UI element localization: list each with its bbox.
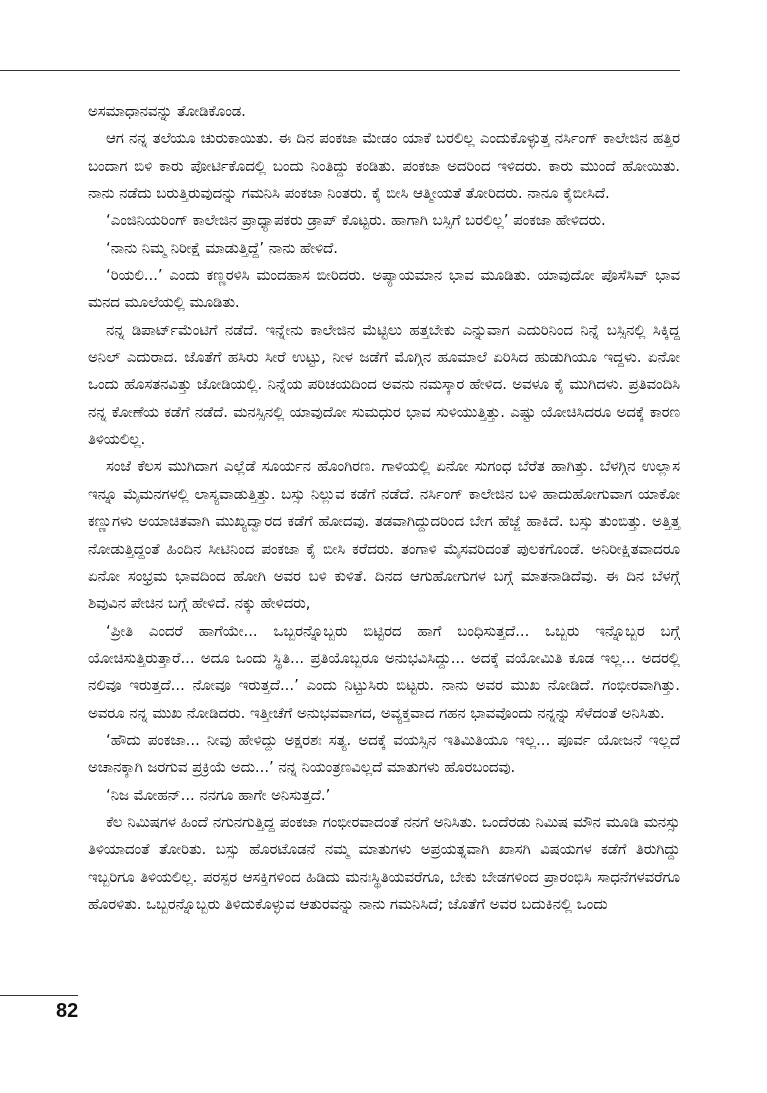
page-body [88, 98, 680, 918]
paragraph-2: ಆಗ ನನ್ನ ತಲೆಯೂ ಚುರುಕಾಯಿತು. ಈ ದಿನ ಪಂಕಜಾ ಮೇಡಂ ಯಾಕೆ ಬರಲಿಲ್ಲ ಎಂದುಕೊಳ್ಳುತ್ತ ನರ್ಸಿಂಗ್ ಕಾಲೇಜಿನ ಹತ್ತಿರ ಬಂದಾಗ ಬಿಳಿ ಕಾರು ಪೋರ್ಟಿಕೊದಲ್ಲಿ ಬಂದು ನಿಂತಿದ್ದು ಕಂಡಿತು. ಪಂಕಜಾ ಅದರಿಂದ ಇಳಿದರು. ಕಾರು ಮುಂದೆ ಹೋಯಿತು. ನಾನು ನಡೆದು ಬರುತ್ತಿರುವುದನ್ನು ಗಮನಿಸಿ ಪಂಕಜಾ ನಿಂತರು. ಕೈ ಬೀಸಿ ಆತ್ಮೀಯತೆ ತೋರಿದರು. ನಾನೂ ಕೈಬೀಸಿದೆ. [88, 130, 680, 203]
paragraph-1: ಅಸಮಾಧಾನವನ್ನು ತೋಡಿಕೊಂಡ. [88, 103, 246, 120]
paragraph-9: ‘ಹೌದು ಪಂಕಜಾ... ನೀವು ಹೇಳಿದ್ದು ಅಕ್ಷರಶಃ ಸತ್ಯ. ಅದಕ್ಕೆ ವಯಸ್ಸಿನ ಇತಿಮಿತಿಯೂ ಇಲ್ಲ... ಪೂರ್ವ ಯೋಜನೆ ಇಲ್ಲದೆ ಅಚಾನಕ್ಕಾಗಿ ಜರಗುವ ಪ್ರಕ್ರಿಯೆ ಅದು...’ ನನ್ನ ನಿಯಂತ್ರಣವಿಲ್ಲದೆ ಮಾತುಗಳು ಹೊರಬಂದವು. [88, 731, 680, 777]
paragraph-6: ನನ್ನ ಡಿಪಾರ್ಟ್‌ಮೆಂಟಿಗೆ ನಡೆದೆ. ಇನ್ನೇನು ಕಾಲೇಜಿನ ಮೆಟ್ಟಿಲು ಹತ್ತಬೇಕು ಎನ್ನುವಾಗ ಎದುರಿನಿಂದ ನಿನ್ನೆ ಬಸ್ಸಿನಲ್ಲಿ ಸಿಕ್ಕಿದ್ದ ಅನಿಲ್ ಎದುರಾದ. ಜೊತೆಗೆ ಹಸಿರು ಸೀರೆ ಉಟ್ಟು, ನೀಳ ಜಡೆಗೆ ಮೊಗ್ಗಿನ ಹೂಮಾಲೆ ಏರಿಸಿದ ಹುಡುಗಿಯೂ ಇದ್ದಳು. ಏನೋ ಒಂದು ಹೊಸತನವಿತ್ತು ಜೋಡಿಯಲ್ಲಿ. ನಿನ್ನೆಯ ಪರಿಚಯದಿಂದ ಅವನು ನಮಸ್ಕಾರ ಹೇಳಿದ. ಅವಳೂ ಕೈ ಮುಗಿದಳು. ಪ್ರತಿವಂದಿಸಿ ನನ್ನ ಕೋಣೆಯ ಕಡೆಗೆ ನಡೆದೆ. ಮನಸ್ಸಿನಲ್ಲಿ ಯಾವುದೋ ಸುಮಧುರ ಭಾವ ಸುಳಿಯುತ್ತಿತ್ತು. ಎಷ್ಟು ಯೋಚಿಸಿದರೂ ಅದಕ್ಕೆ ಕಾರಣ ತಿಳಿಯಲಿಲ್ಲ. [88, 321, 680, 449]
paragraph-8: ‘ಪ್ರೀತಿ ಎಂದರೆ ಹಾಗೆಯೇ... ಒಬ್ಬರನ್ನೊಬ್ಬರು ಬಿಟ್ಟಿರದ ಹಾಗೆ ಬಂಧಿಸುತ್ತದೆ... ಒಬ್ಬರು ಇನ್ನೊಬ್ಬರ ಬಗ್ಗೆ ಯೋಚಿಸುತ್ತಿರುತ್ತಾರೆ... ಅದೂ ಒಂದು ಸ್ಥಿತಿ... ಪ್ರತಿಯೊಬ್ಬರೂ ಅನುಭವಿಸಿದ್ದು... ಅದಕ್ಕೆ ವಯೋಮಿತಿ ಕೂಡ ಇಲ್ಲ... ಅದರಲ್ಲಿ ನಲಿವೂ ಇರುತ್ತದೆ... ನೋವೂ ಇರುತ್ತದೆ...’ ಎಂದು ನಿಟ್ಟುಸಿರು ಬಿಟ್ಟರು. ನಾನು ಅವರ ಮುಖ ನೋಡಿದೆ. ಗಂಭೀರವಾಗಿತ್ತು. ಅವರೂ ನನ್ನ ಮುಖ ನೋಡಿದರು. ಇತ್ತೀಚೆಗೆ ಅನುಭವವಾಗದ, ಅವ್ಯಕ್ತವಾದ ಗಹನ ಭಾವವೊಂದು ನನ್ನನ್ನು ಸೆಳೆದಂತೆ ಅನಿಸಿತು. [88, 622, 680, 722]
footer-rule [0, 995, 78, 996]
paragraph-5: ‘ರಿಯಲಿ...’ ಎಂದು ಕಣ್ಣರಳಿಸಿ ಮಂದಹಾಸ ಬೀರಿದರು. ಅಪ್ಯಾಯಮಾನ ಭಾವ ಮೂಡಿತು. ಯಾವುದೋ ಪೊಸೆಸಿವ್ ಭಾವ ಮನದ ಮೂಲೆಯಲ್ಲಿ ಮೂಡಿತು. [88, 267, 680, 312]
header-rule [0, 70, 680, 71]
page-number: 82 [56, 1000, 79, 1022]
paragraph-7: ಸಂಜೆ ಕೆಲಸ ಮುಗಿದಾಗ ಎಲ್ಲೆಡೆ ಸೂರ್ಯನ ಹೊಂಗಿರಣ. ಗಾಳಿಯಲ್ಲಿ ಏನೋ ಸುಗಂಧ ಬೆರೆತ ಹಾಗಿತ್ತು. ಬೆಳಗ್ಗಿನ ಉಲ್ಲಾಸ ಇನ್ನೂ ಮೈಮನಗಳಲ್ಲಿ ಲಾಸ್ಯವಾಡುತ್ತಿತ್ತು. ಬಸ್ಸು ನಿಲ್ಲುವ ಕಡೆಗೆ ನಡೆದೆ. ನರ್ಸಿಂಗ್ ಕಾಲೇಜಿನ ಬಳಿ ಹಾದುಹೋಗುವಾಗ ಯಾಕೋ ಕಣ್ಣುಗಳು ಅಯಾಚಿತವಾಗಿ ಮುಖ್ಯದ್ವಾರದ ಕಡೆಗೆ ಹೋದವು. ತಡವಾಗಿದ್ದುದರಿಂದ ಬೇಗ ಹೆಜ್ಜೆ ಹಾಕಿದೆ. ಬಸ್ಸು ತುಂಬಿತ್ತು. ಅತ್ತಿತ್ತ ನೋಡುತ್ತಿದ್ದಂತೆ ಹಿಂದಿನ ಸೀಟಿನಿಂದ ಪಂಕಜಾ ಕೈ ಬೀಸಿ ಕರೆದರು. ತಂಗಾಳಿ ಮೈಸವರಿದಂತೆ ಪುಲಕಗೊಂಡೆ. ಅನಿರೀಕ್ಷಿತವಾದರೂ ಏನೋ ಸಂಭ್ರಮ ಭಾವದಿಂದ ಹೋಗಿ ಅವರ ಬಳಿ ಕುಳಿತೆ. ದಿನದ ಆಗುಹೋಗುಗಳ ಬಗ್ಗೆ ಮಾತನಾಡಿದೆವು. ಈ ದಿನ ಬೆಳಗ್ಗೆ ಶಿವುವಿನ ಪೇಚಿನ ಬಗ್ಗೆ ಹೇಳಿದೆ. ನಕ್ಕು ಹೇಳಿದರು, [88, 458, 680, 613]
paragraph-10: ‘ನಿಜ ಮೋಹನ್... ನನಗೂ ಹಾಗೇ ಅನಿಸುತ್ತದೆ.’ [106, 786, 331, 804]
paragraph-11: ಕೆಲ ನಿಮಿಷಗಳ ಹಿಂದೆ ನಗುನಗುತ್ತಿದ್ದ ಪಂಕಜಾ ಗಂಭೀರವಾದಂತೆ ನನಗೆ ಅನಿಸಿತು. ಒಂದೆರಡು ನಿಮಿಷ ಮೌನ ಮೂಡಿ ಮನಸ್ಸು ತಿಳಿಯಾದಂತೆ ತೋರಿತು. ಬಸ್ಸು ಹೊರಟೊಡನೆ ನಮ್ಮ ಮಾತುಗಳು ಅಪ್ರಯತ್ನವಾಗಿ ಖಾಸಗಿ ವಿಷಯಗಳ ಕಡೆಗೆ ತಿರುಗಿದ್ದು ಇಬ್ಬರಿಗೂ ತಿಳಿಯಲಿಲ್ಲ. ಪರಸ್ಪರ ಆಸಕ್ತಿಗಳಿಂದ ಹಿಡಿದು ಮನಃಸ್ಥಿತಿಯವರೆಗೂ, ಬೇಕು ಬೇಡಗಳಿಂದ ಪ್ರಾರಂಭಿಸಿ ಸಾಧನೆಗಳವರೆಗೂ ಹೊರಳಿತು. ಒಬ್ಬರನ್ನೊಬ್ಬರು ತಿಳಿದುಕೊಳ್ಳುವ ಆತುರವನ್ನು ನಾನು ಗಮನಿಸಿದೆ; ಜೊತೆಗೆ ಅವರ ಬದುಕಿನಲ್ಲಿ ಒಂದು [88, 813, 680, 913]
paragraph-4: ‘ನಾನು ನಿಮ್ಮ ನಿರೀಕ್ಷೆ ಮಾಡುತ್ತಿದ್ದೆ’ ನಾನು ಹೇಳಿದೆ. [106, 239, 338, 257]
paragraph-3: ‘ಎಂಜಿನಿಯರಿಂಗ್ ಕಾಲೇಜಿನ ಪ್ರಾಧ್ಯಾಪಕರು ಡ್ರಾಪ್ ಕೊಟ್ಟರು. ಹಾಗಾಗಿ ಬಸ್ಸಿಗೆ ಬರಲಿಲ್ಲ’ ಪಂಕಜಾ ಹೇಳಿದರು. [106, 212, 606, 230]
